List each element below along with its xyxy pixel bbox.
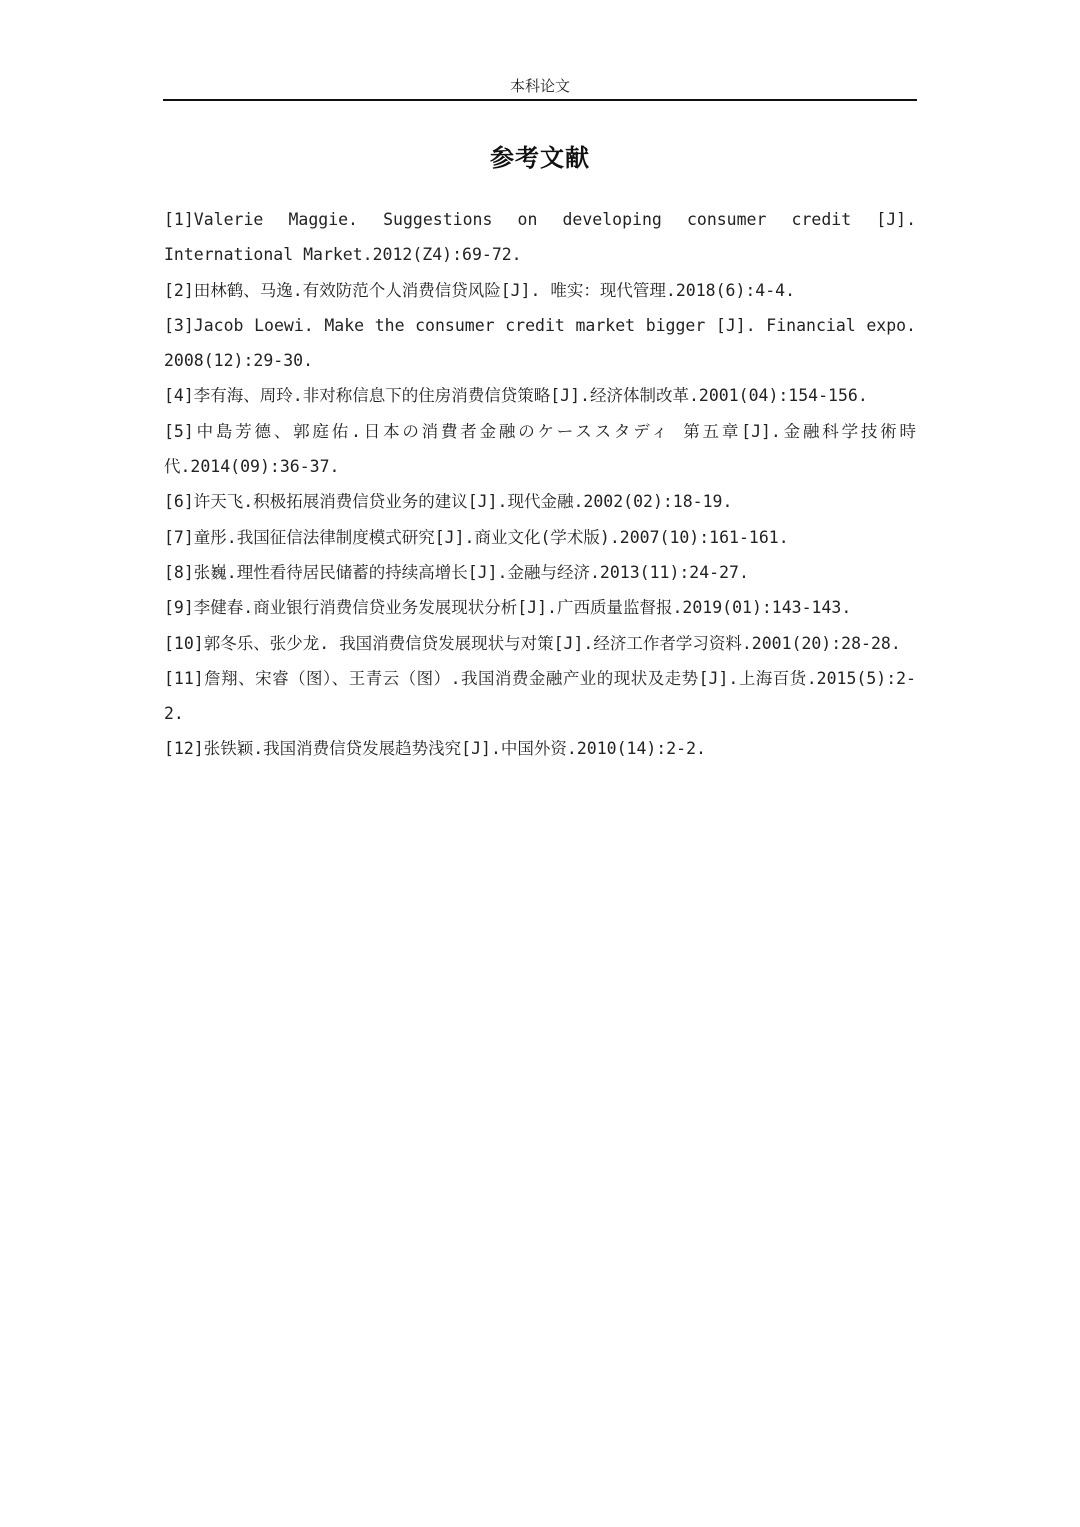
reference-item: [10]郭冬乐、张少龙. 我国消费信贷发展现状与对策[J].经济工作者学习资料.2001(20):28-28. [164,633,901,653]
reference-item: [2]田林鹤、马逸.有效防范个人消费信贷风险[J]. 唯实：现代管理.2018(6):4-4. [164,280,796,300]
reference-item: [3]Jacob Loewi. Make the consumer credit market bigger [J]. Financial expo. 2008(12):29-30. [164,315,916,371]
running-header: 本科论文 [509,77,570,95]
reference-item: [1]Valerie Maggie. Suggestions on developing consumer credit [J]. International Market.2012(Z4):69-72. [164,210,916,265]
reference-item: [8]张巍.理性看待居民储蓄的持续高增长[J].金融与经济.2013(11):24-27. [164,562,749,582]
reference-item: [12]张铁颖.我国消费信贷发展趋势浅究[J].中国外资.2010(14):2-2. [164,739,706,759]
reference-item: [7]童彤.我国征信法律制度模式研究[J].商业文化(学术版).2007(10):161-161. [164,527,789,547]
reference-item: [9]李健春.商业银行消费信贷业务发展现状分析[J].广西质量监督报.2019(01):143-143. [164,598,852,618]
reference-item: [6]许天飞.积极拓展消费信贷业务的建议[J].现代金融.2002(02):18-19. [164,492,733,512]
reference-item: [11]詹翔、宋睿（图）、王青云（图）.我国消费金融产业的现状及走势[J].上海百货.2015(5):2-2. [164,668,916,724]
reference-item: [4]李有海、周玲.非对称信息下的住房消费信贷策略[J].经济体制改革.2001(04):154-156. [164,386,868,406]
page-title: 参考文献 [490,144,590,172]
reference-item: [5]中島芳德、郭庭佑.日本の消費者金融のケーススタディ 第五章[J].金融科学技術時代.2014(09):36-37. [164,421,916,477]
header-divider [163,99,917,101]
reference-list [164,202,916,767]
